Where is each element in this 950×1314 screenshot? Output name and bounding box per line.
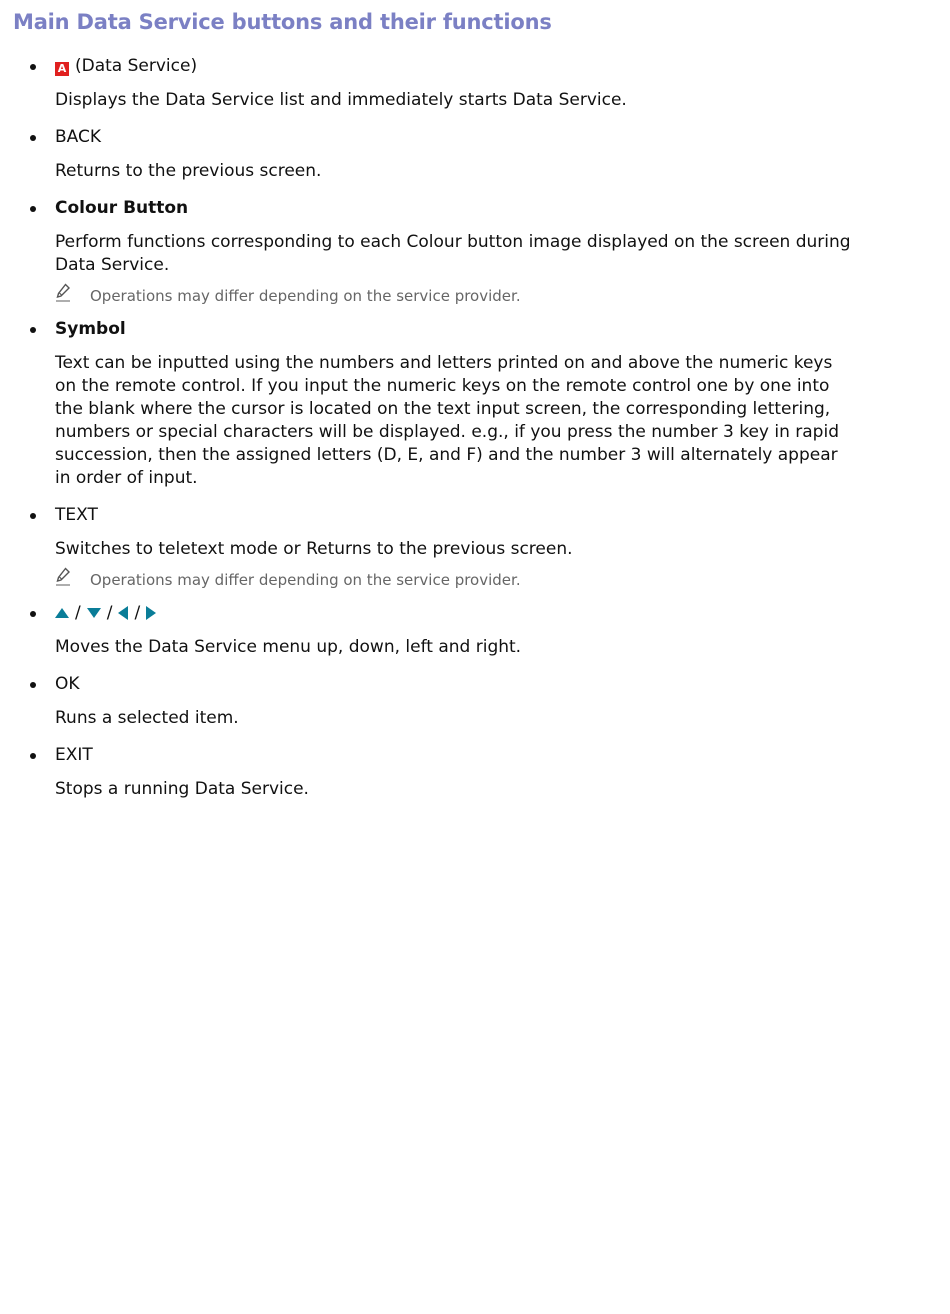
list-item-back (13, 125, 950, 196)
item-description: Stops a running Data Service. (55, 779, 309, 799)
item-description: Perform functions corresponding to each Colour button image displayed on the screen during Data Service. (55, 232, 851, 275)
item-description: Moves the Data Service menu up, down, left and right. (55, 637, 522, 657)
item-description: Displays the Data Service list and immediately starts Data Service. (55, 90, 627, 110)
item-label: TEXT (55, 505, 98, 525)
list-item-colour-button (13, 196, 950, 317)
button-list (13, 54, 950, 801)
page-title: Main Data Service buttons and their functions (13, 10, 552, 34)
item-label: (Data Service) (75, 56, 198, 76)
separator: / (106, 603, 113, 623)
list-item-text (13, 503, 950, 601)
list-item-exit (13, 743, 950, 801)
down-arrow-icon (87, 608, 101, 618)
right-arrow-icon (146, 606, 156, 620)
item-description: Text can be inputted using the numbers and letters printed on and above the numeric keys on the remote control. If you input the numeric keys on the remote control one by one into the blank where the cursor is located on the text input screen, the corresponding lettering, numbers or special characters will be displayed. e.g., if you press the number 3 key in rapid succession, then the assigned letters (D, E, and F) and the number 3 will alternately appear in order of input. (55, 353, 839, 488)
list-item-arrow-buttons (13, 601, 950, 672)
left-arrow-icon (118, 606, 128, 620)
item-description: Runs a selected item. (55, 708, 239, 728)
list-item-data-service (13, 54, 950, 125)
pencil-note-icon (55, 283, 71, 303)
separator: / (75, 603, 81, 623)
item-description: Returns to the previous screen. (55, 161, 322, 181)
note (55, 286, 950, 306)
pencil-note-icon (55, 567, 71, 587)
list-item-symbol (13, 317, 950, 503)
separator: / (134, 603, 141, 623)
item-label: Colour Button (55, 198, 189, 218)
list-item-ok (13, 672, 950, 743)
note (55, 570, 950, 590)
up-arrow-icon (55, 608, 69, 618)
item-label: OK (55, 674, 80, 694)
item-description: Switches to teletext mode or Returns to the previous screen. (55, 539, 573, 559)
item-heading (55, 601, 156, 625)
note-text: Operations may differ depending on the service provider. (90, 287, 521, 305)
item-label: Symbol (55, 319, 126, 339)
item-label: BACK (55, 127, 102, 147)
item-label: EXIT (55, 745, 93, 765)
note-text: Operations may differ depending on the service provider. (90, 571, 521, 589)
red-a-button-icon: A (55, 62, 69, 76)
item-heading (55, 54, 950, 78)
